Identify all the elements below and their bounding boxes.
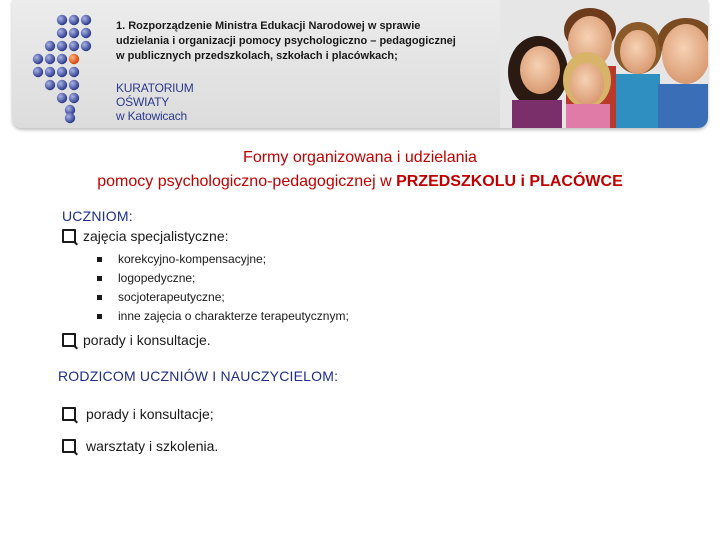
logo-dot [45,41,55,51]
checkbox-bullet-icon [62,439,76,453]
students-item-1-text: zajęcia specjalistyczne: [83,228,229,244]
slide-content [58,208,662,454]
list-item [97,288,662,307]
regulation-title [116,19,496,64]
logo-dot [33,67,43,77]
logo-dot [33,54,43,64]
logo-accent-dot [69,54,79,64]
list-item-text: logopedyczne; [118,271,196,285]
logo-dot [81,28,91,38]
logo-dot [57,54,67,64]
header-banner [12,0,708,128]
logo-dot [45,80,55,90]
list-item [97,250,662,269]
square-bullet-icon [97,257,102,262]
logo-dot [57,67,67,77]
checkbox-bullet-icon [62,407,76,421]
list-item [97,269,662,288]
specialist-classes-list [97,250,662,326]
parents-item-2-text: warsztaty i szkolenia. [86,438,219,454]
headline-line-2 [0,170,720,194]
students-item-specialist [62,228,662,244]
headline-line-1: Formy organizowana i udzielania [243,149,477,166]
list-item-text: inne zajęcia o charakterze terapeutycznym; [118,309,349,323]
square-bullet-icon [97,295,102,300]
list-item-text: socjoterapeutyczne; [118,290,225,304]
students-section-label: UCZNIOM: [62,208,133,224]
parents-item-workshops [62,438,662,454]
kuratorium-logo-text [116,81,194,123]
logo-dot [69,15,79,25]
logo-dot [69,41,79,51]
students-item-consultations [62,332,662,348]
logo-dot [45,67,55,77]
regulation-line-2: udzielania i organizacji pomocy psychologiczno – pedagogicznej [116,35,456,47]
children-photo [500,0,708,128]
slide-headline [0,146,720,194]
regulation-line-3: w publicznych przedszkolach, szkołach i placówkach; [116,50,398,62]
logo-line-1: KURATORIUM [116,81,194,95]
checkbox-bullet-icon [62,229,76,243]
square-bullet-icon [97,314,102,319]
logo-dot [57,15,67,25]
logo-dot [69,28,79,38]
logo-dot [81,15,91,25]
logo-line-3: w Katowicach [116,109,187,123]
parents-section-label: RODZICOM UCZNIÓW I NAUCZYCIELOM: [58,368,339,384]
logo-dot [57,80,67,90]
logo-dot [57,93,67,103]
logo-dot [57,28,67,38]
logo-dot [65,113,75,123]
logo-dots-icon [12,0,102,128]
list-item [97,307,662,326]
parents-item-1-text: porady i konsultacje; [86,406,214,422]
logo-dot [69,67,79,77]
logo-dot [69,93,79,103]
regulation-line-1: 1. Rozporządzenie Ministra Edukacji Narodowej w sprawie [116,20,421,32]
logo-dot [81,41,91,51]
headline-line-2-bold: PRZEDSZKOLU i PLACÓWCE [396,173,623,190]
square-bullet-icon [97,276,102,281]
checkbox-bullet-icon [62,333,76,347]
logo-line-2: OŚWIATY [116,95,170,109]
students-item-2-text: porady i konsultacje. [83,332,211,348]
headline-line-2-prefix: pomocy psychologiczno-pedagogicznej w [97,173,397,190]
logo-dot [45,54,55,64]
list-item-text: korekcyjno-kompensacyjne; [118,252,267,266]
logo-dot [69,80,79,90]
logo-dot [57,41,67,51]
parents-item-consultations [62,406,662,422]
